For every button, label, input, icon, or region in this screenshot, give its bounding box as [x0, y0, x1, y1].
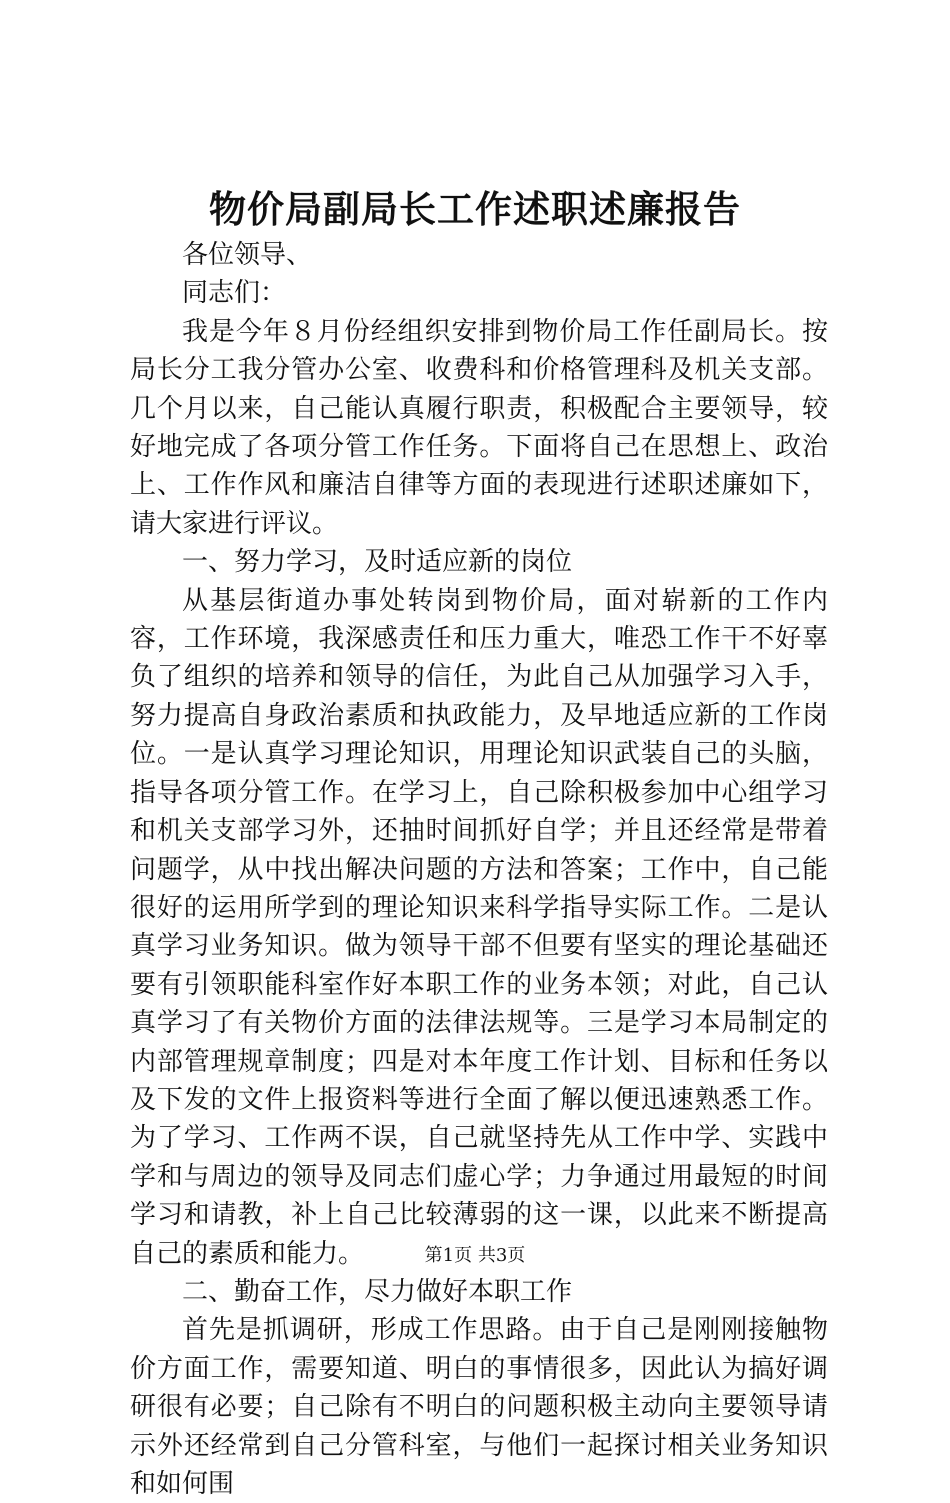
salutation-comrades: 同志们：	[182, 278, 287, 309]
page-footer: 第1页 共3页	[424, 1245, 526, 1266]
paragraph-work: 首先是抓调研，形成工作思路。由于自己是刚刚接触物价方面工作，需要知道、明白的事情很多，因此认为搞好调研很有必要；自己除有不明白的问题积极主动向主要领导请示外还经常到自己分管科室，与他们一起探讨相关业务知识和如何围	[130, 1315, 828, 1499]
paragraph-intro: 我是今年８月份经组织安排到物价局工作任副局长。按局长分工我分管办公室、收费科和价格管理科及机关支部。几个月以来，自己能认真履行职责，积极配合主要领导，较好地完成了各项分管工作任务。下面将自己在思想上、政治上、工作作风和廉洁自律等方面的表现进行述职述廉如下，请大家进行评议。	[130, 316, 828, 539]
section-heading-1: 一、努力学习，及时适应新的岗位	[182, 547, 573, 578]
paragraph-study: 从基层街道办事处转岗到物价局，面对崭新的工作内容，工作环境，我深感责任和压力重大，唯恐工作干不好辜负了组织的培养和领导的信任，为此自己从加强学习入手，努力提高自身政治素质和执政能力，及早地适应新的工作岗位。一是认真学习理论知识，用理论知识武装自己的头脑，指导各项分管工作。在学习上，自己除积极参加中心组学习和机关支部学习外，还抽时间抓好自学；并且还经常是带着问题学，从中找出解决问题的方法和答案；工作中，自己能很好的运用所学到的理论知识来科学指导实际工作。二是认真学习业务知识。做为领导干部不但要有坚实的理论基础还要有引领职能科室作好本职工作的业务本领；对此，自己认真学习了有关物价方面的法律法规等。三是学习本局制定的内部管理规章制度；四是对本年度工作计划、目标和任务以及下发的文件上报资料等进行全面了解以便迅速熟悉工作。为了学习、工作两不误，自己就坚持先从工作中学、实践中学和与周边的领导及同志们虚心学；力争通过用最短的时间学习和请教，补上自己比较薄弱的这一课，以此来不断提高自己的素质和能力。	[130, 585, 828, 1269]
section-heading-2: 二、勤奋工作，尽力做好本职工作	[182, 1276, 573, 1307]
salutation-leaders: 各位领导、	[182, 240, 313, 270]
document-body	[130, 236, 828, 1503]
document-title: 物价局副局长工作述职述廉报告	[209, 187, 741, 231]
